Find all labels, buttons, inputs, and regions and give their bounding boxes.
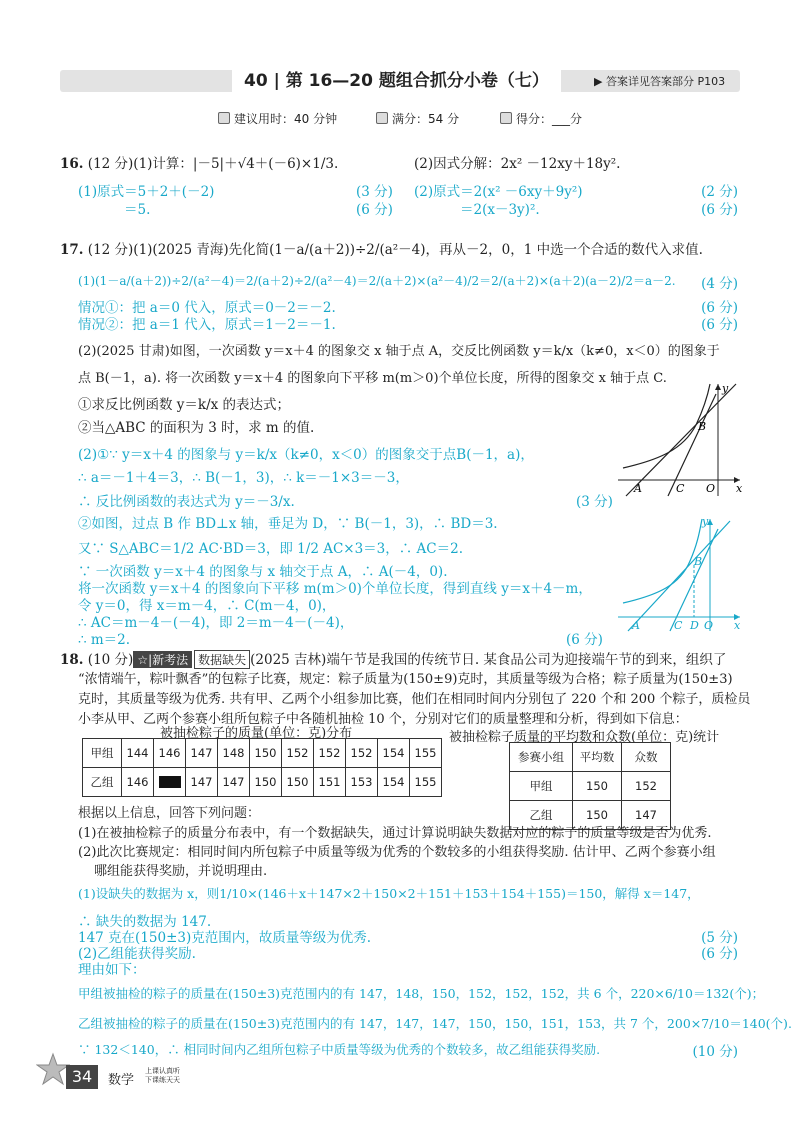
label-B: B: [698, 420, 707, 433]
label-O: O: [704, 619, 714, 632]
question-16: 16. (12 分)(1)计算：|－5|＋√4＋(－6)×1/3.: [60, 156, 339, 172]
label-A: A: [632, 619, 640, 632]
answer-line: (1)设缺失的数据为 x，则1/10×(146＋x＋147×2＋150×2＋151＋153＋154＋155)＝150，解得 x＝147，: [78, 886, 700, 901]
score-mark: (6 分): [701, 300, 738, 316]
data-missing-tag: 数据缺失: [194, 650, 250, 669]
table-header-cell: 平均数: [573, 743, 622, 772]
score-mark: (10 分): [692, 1044, 738, 1060]
answer-line: ∴ 反比例函数的表达式为 y＝－3/x.: [78, 494, 295, 510]
shifted-line: [668, 394, 716, 496]
answer-line: 情况①：把 a＝0 代入，原式＝0－2＝－2.: [78, 300, 336, 316]
table-row: [510, 772, 671, 801]
answer-line: 乙组被抽检的粽子的质量在(150±3)克范围内的有 147，147，147，150，150，151，153，共 7 个，200×7/10＝140(个).: [78, 1016, 792, 1031]
answer-line: 理由如下：: [78, 962, 146, 978]
table-cell: 乙组: [510, 801, 573, 830]
label-x: x: [734, 619, 741, 632]
table-cell: 147: [186, 768, 218, 797]
answer-line: (1)(1－a/(a＋2))÷2/(a²－4)＝2/(a＋2)÷2/(a²－4)＝2/(a＋2)×(a²－4)/2＝2/(a＋2)×(a＋2)(a－2)/2＝a－2.: [78, 274, 676, 288]
question-text: 小李从甲、乙两个参赛小组所包粽子中各随机抽检 10 个，分别对它们的质量整理和分析，得到如下信息：: [78, 712, 688, 727]
question-16-part2: (2)因式分解：2x² －12xy＋18y².: [414, 156, 621, 172]
question-text: 克时，其质量等级为优秀. 共有甲、乙两个小组参加比赛，他们在相同时间内分别包了 220 个和 200 个粽子，质检员: [78, 692, 751, 707]
table-cell: 甲组: [510, 772, 573, 801]
answer-line: ∵ 一次函数 y＝x＋4 的图象与 x 轴交于点 A，∴ A(－4，0).: [78, 564, 448, 580]
answer-line: ∴ a＝－1＋4＝3，∴ B(－1，3)，∴ k＝－1×3＝－3，: [78, 470, 409, 486]
table-cell: 152: [314, 739, 346, 768]
question-text: (2)此次比赛规定：相同时间内所包粽子中质量等级为优秀的个数较多的小组获得奖励. 估计甲、乙两个参赛小组: [78, 845, 716, 860]
question-text: 根据以上信息，回答下列问题：: [78, 806, 261, 821]
label-C: C: [676, 482, 685, 495]
label-A: A: [634, 482, 642, 495]
table-row: [83, 739, 442, 768]
table-cell: 150: [573, 772, 622, 801]
table-cell: 152: [622, 772, 671, 801]
suggested-time: 建议用时：40 分钟: [218, 110, 337, 127]
score-mark: (6 分): [701, 317, 738, 333]
page-title: 40 | 第 16—20 题组合抓分小卷（七）: [232, 68, 561, 94]
table-header-cell: 众数: [622, 743, 671, 772]
table2-title: 被抽检粽子质量的平均数和众数(单位：克)统计: [449, 730, 720, 745]
answer-line: ＝2(x－3y)².: [460, 202, 540, 218]
score-mark: (2 分): [701, 184, 738, 200]
answer-line: 将一次函数 y＝x＋4 的图象向下平移 m(m＞0)个单位长度，得到直线 y＝x＋4－m，: [78, 581, 592, 597]
answer-line: 情况②：把 a＝1 代入，原式＝1－2＝－1.: [78, 317, 336, 333]
score-mark: (6 分): [701, 946, 738, 962]
table-header-cell: 参赛小组: [510, 743, 573, 772]
table-cell: 153: [346, 768, 378, 797]
table-cell: 144: [122, 739, 154, 768]
line-y-x-plus-4: [628, 521, 730, 631]
score-mark: (6 分): [701, 202, 738, 218]
table-cell: 甲组: [83, 739, 122, 768]
score-mark: (3 分): [356, 184, 393, 200]
question-text: 哪组能获得奖励，并说明理由.: [94, 864, 268, 879]
table-cell: 乙组: [83, 768, 122, 797]
star-logo-icon: [36, 1052, 70, 1090]
table-cell: 152: [282, 739, 314, 768]
question-18: 18. (10 分) ☆|新考法 数据缺失 (2025 吉林)端午节是我国的传统节日. 某食品公司为迎接端午节的到来，组织了: [60, 652, 727, 668]
label-O: O: [706, 482, 716, 495]
document-icon: [376, 112, 388, 124]
label-y: y: [702, 515, 709, 528]
page-number: 34: [66, 1065, 98, 1089]
answer-line: ∴ 缺失的数据为 147.: [78, 914, 212, 930]
answer-line: (2)原式＝2(x² －6xy＋9y²): [414, 184, 583, 200]
table-cell: 148: [218, 739, 250, 768]
table-cell: 152: [346, 739, 378, 768]
new-method-tag: ☆|新考法: [133, 651, 192, 668]
table-cell: 155: [410, 739, 442, 768]
table-cell: 154: [378, 739, 410, 768]
y-axis-arrow: [715, 384, 721, 390]
stats-table: [509, 742, 671, 830]
hyperbola-curve: [623, 519, 702, 603]
table-cell: 147: [218, 768, 250, 797]
table1-title: 被抽检粽子的质量(单位：克)分布: [160, 726, 353, 741]
table-cell: 155: [410, 768, 442, 797]
table-cell: 150: [573, 801, 622, 830]
answer-line: 令 y＝0，得 x＝m－4，∴ C(m－4，0)，: [78, 598, 336, 614]
answer-line: (1)原式＝5＋2＋(－2): [78, 184, 215, 200]
score-field: 得分：___分: [500, 110, 582, 127]
graph-figure-2: [618, 515, 748, 635]
label-C: C: [674, 619, 683, 632]
table-row: [510, 743, 671, 772]
answer-reference: ▶ 答案详见答案部分 P103: [594, 75, 726, 88]
answer-line: ∵ 132＜140，∴ 相同时间内乙组所包粽子中质量等级为优秀的个数较多，故乙组能获得奖励.: [78, 1042, 601, 1057]
table-cell: 146: [122, 768, 154, 797]
pencil-icon: [500, 112, 512, 124]
label-D: D: [690, 619, 699, 632]
answer-line: ∴ AC＝m－4－(－4)，即 2＝m－4－(－4)，: [78, 615, 354, 631]
graph-figure-1: [618, 380, 748, 498]
answer-line: ②如图，过点 B 作 BD⊥x 轴，垂足为 D，∵ B(－1，3)，∴ BD＝3.: [78, 516, 498, 532]
question-text: (2)(2025 甘肃)如图，一次函数 y＝x＋4 的图象交 x 轴于点 A，交反比例函数 y＝k/x（k≠0，x＜0）的图象于: [78, 344, 720, 359]
distribution-table: [82, 738, 442, 797]
answer-line: (2)①∵ y＝x＋4 的图象与 y＝k/x（k≠0，x＜0）的图象交于点B(－1，a)，: [78, 447, 534, 463]
table-cell: 147: [186, 739, 218, 768]
answer-line: 甲组被抽检的粽子的质量在(150±3)克范围内的有 147，148，150，152，152，152，共 6 个，220×6/10＝132(个)；: [78, 986, 765, 1001]
table-cell: 150: [282, 768, 314, 797]
answer-line: (2)乙组能获得奖励.: [78, 946, 196, 962]
question-text: ②当△ABC 的面积为 3 时，求 m 的值.: [78, 420, 315, 436]
score-mark: (3 分): [576, 494, 613, 510]
slogan: 上课认真听 下课练天天: [145, 1067, 180, 1084]
table-row: [83, 768, 442, 797]
question-text: (1)在被抽检粽子的质量分布表中，有一个数据缺失，通过计算说明缺失数据对应的粽子的质量等级是否为优秀.: [78, 826, 712, 841]
table-cell: 151: [314, 768, 346, 797]
label-y: y: [722, 382, 729, 395]
label-x: x: [736, 482, 743, 495]
question-text: “浓情端午，粽叶飘香”的包粽子比赛，规定：粽子质量为(150±9)克时，其质量等级为合格；粽子质量为(150±3): [78, 672, 733, 687]
score-mark: (4 分): [701, 276, 738, 292]
answer-line: 又∵ S△ABC＝1/2 AC·BD＝3，即 1/2 AC×3＝3，∴ AC＝2.: [78, 541, 464, 557]
answer-line: 147 克在(150±3)克范围内，故质量等级为优秀.: [78, 930, 372, 946]
score-mark: (6 分): [356, 202, 393, 218]
subject-label: 数学: [108, 1073, 135, 1088]
table-cell: 154: [378, 768, 410, 797]
table-cell: 146: [154, 739, 186, 768]
answer-line: ∴ m＝2.: [78, 632, 131, 648]
full-score: 满分：54 分: [376, 110, 459, 127]
question-text: 点 B(－1，a). 将一次函数 y＝x＋4 的图象向下平移 m(m＞0)个单位长度，所得的图象交 x 轴于点 C.: [78, 371, 667, 386]
answer-line: ＝5.: [124, 202, 151, 218]
clock-icon: [218, 112, 230, 124]
table-cell: 150: [250, 739, 282, 768]
table-cell: 147: [622, 801, 671, 830]
score-mark: (5 分): [701, 930, 738, 946]
label-B: B: [694, 555, 703, 568]
redacted-block: [159, 776, 181, 788]
line-y-x-plus-4: [626, 384, 736, 496]
missing-data-cell: [154, 768, 186, 797]
question-17: 17. (12 分)(1)(2025 青海)先化简(1－a/(a＋2))÷2/(a²－4)，再从－2，0，1 中选一个合适的数代入求值.: [60, 242, 703, 258]
score-mark: (6 分): [566, 632, 603, 648]
question-text: ①求反比例函数 y＝k/x 的表达式；: [78, 397, 291, 413]
table-cell: 150: [250, 768, 282, 797]
